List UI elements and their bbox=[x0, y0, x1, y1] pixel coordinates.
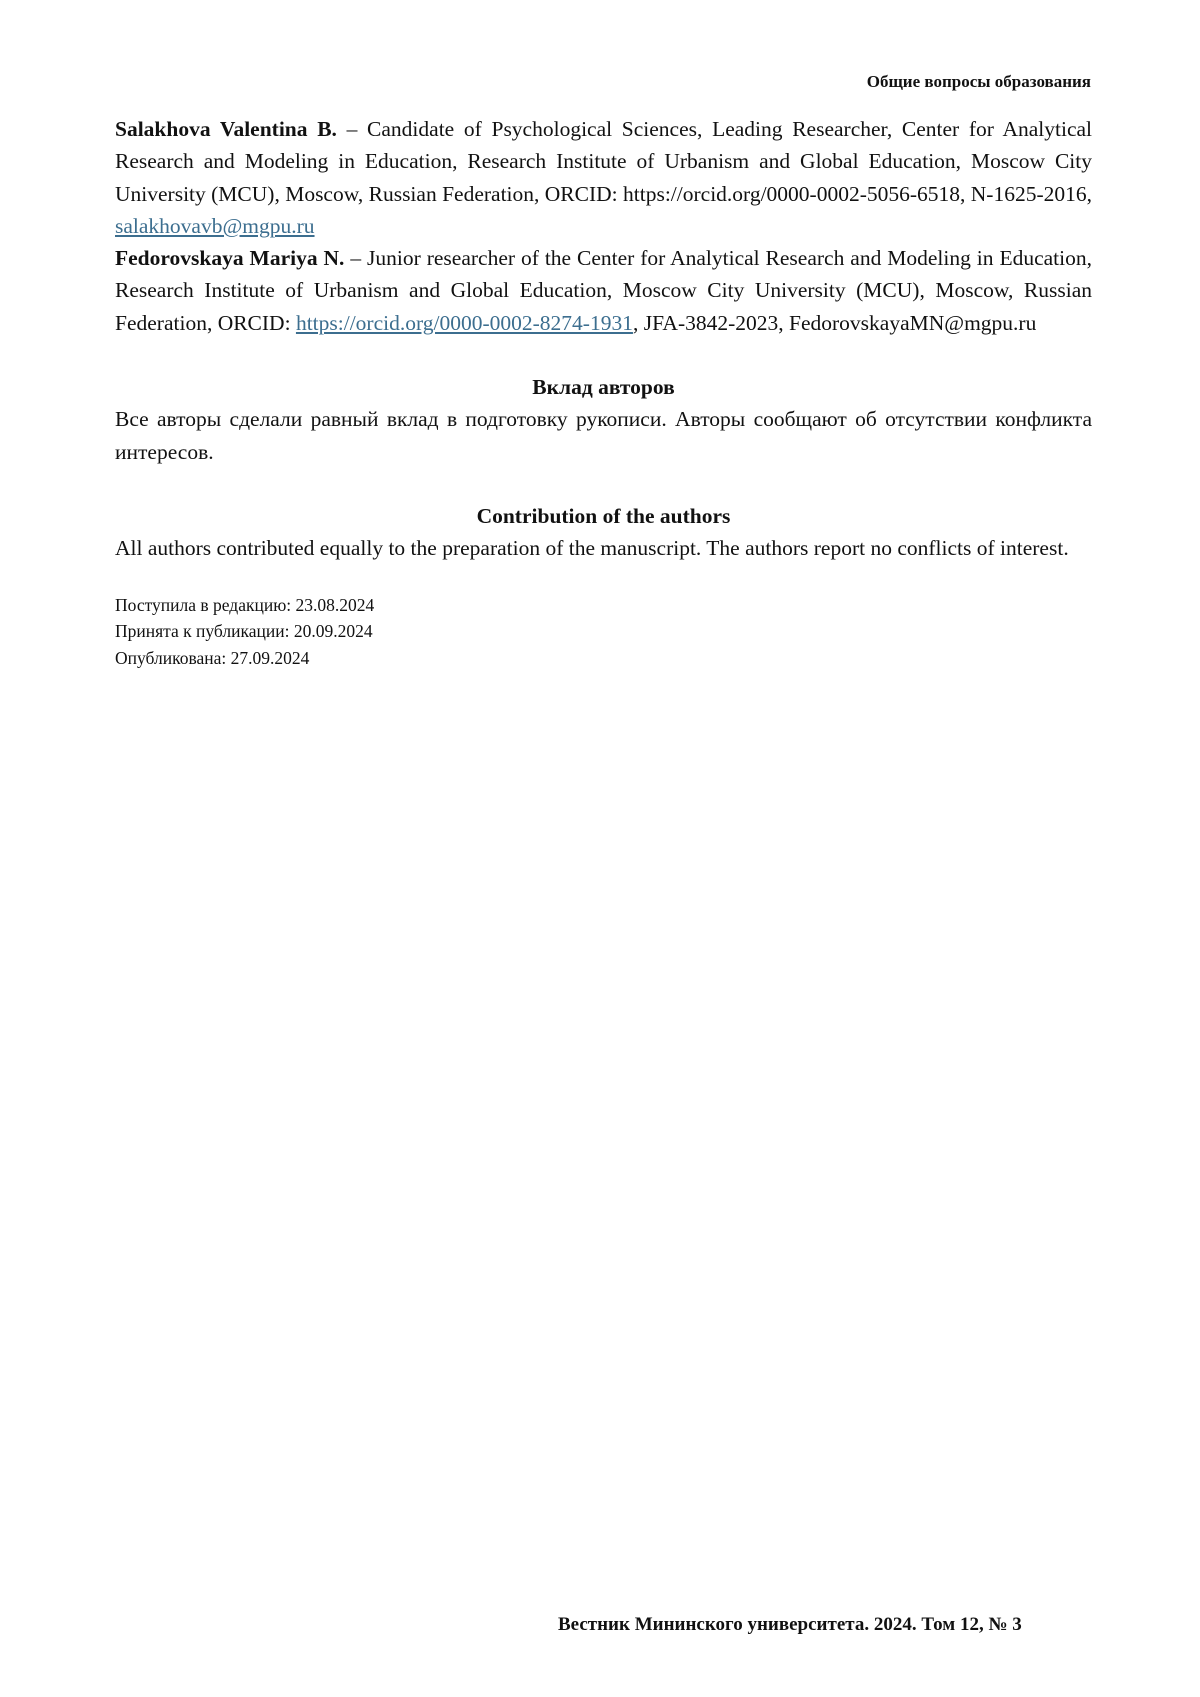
date-received: Поступила в редакцию: 23.08.2024 bbox=[115, 594, 375, 615]
author-bio-tail: , JFA-3842-2023, FedorovskayaMN@mgpu.ru bbox=[632, 310, 1037, 335]
running-header-section: Общие вопросы образования bbox=[866, 72, 1091, 91]
author-name: Fedorovskaya Mariya N. bbox=[115, 246, 345, 271]
author-email-link[interactable]: salakhovavb@mgpu.ru bbox=[115, 213, 315, 238]
author-info-salakhova bbox=[115, 113, 1092, 242]
contribution-ru-title: Вклад авторов bbox=[532, 375, 675, 400]
contribution-en-text: All authors contributed equally to the preparation of the manuscript. The authors report no conflicts of interest. bbox=[115, 536, 1069, 561]
page-content bbox=[115, 113, 1092, 671]
author-bio: – Candidate of Psychological Sciences, Leading Researcher, Center for Analytical Research and Modeling in Education, Research Institute of Urbanism and Global Education, Moscow City University (MCU), Moscow, Russian Federation, ORCID: https://orcid.org/0000-0002-5056-6518, N-1625-2016, bbox=[115, 117, 1092, 206]
author-name: Salakhova Valentina B. bbox=[115, 117, 337, 141]
date-accepted: Принята к публикации: 20.09.2024 bbox=[115, 621, 373, 642]
date-published: Опубликована: 27.09.2024 bbox=[115, 647, 310, 668]
contribution-ru-text: Все авторы сделали равный вклад в подготовку рукописи. Авторы сообщают об отсутствии конфликта интересов. bbox=[115, 407, 1092, 464]
contribution-en-title: Contribution of the authors bbox=[476, 503, 731, 528]
author-orcid-link[interactable]: https://orcid.org/0000-0002-8274-1931 bbox=[295, 310, 633, 335]
publication-dates bbox=[115, 592, 1092, 672]
running-footer-journal: Вестник Мининского университета. 2024. Том 12, № 3 bbox=[558, 1614, 1022, 1635]
author-info-fedorovskaya bbox=[115, 242, 1092, 339]
author-bio: – Junior researcher of the Center for Analytical Research and Modeling in Education, Research Institute of Urbanism and Global Education, Moscow City University (MCU), Moscow, Russian Federation, ORCID: bbox=[115, 246, 1092, 335]
